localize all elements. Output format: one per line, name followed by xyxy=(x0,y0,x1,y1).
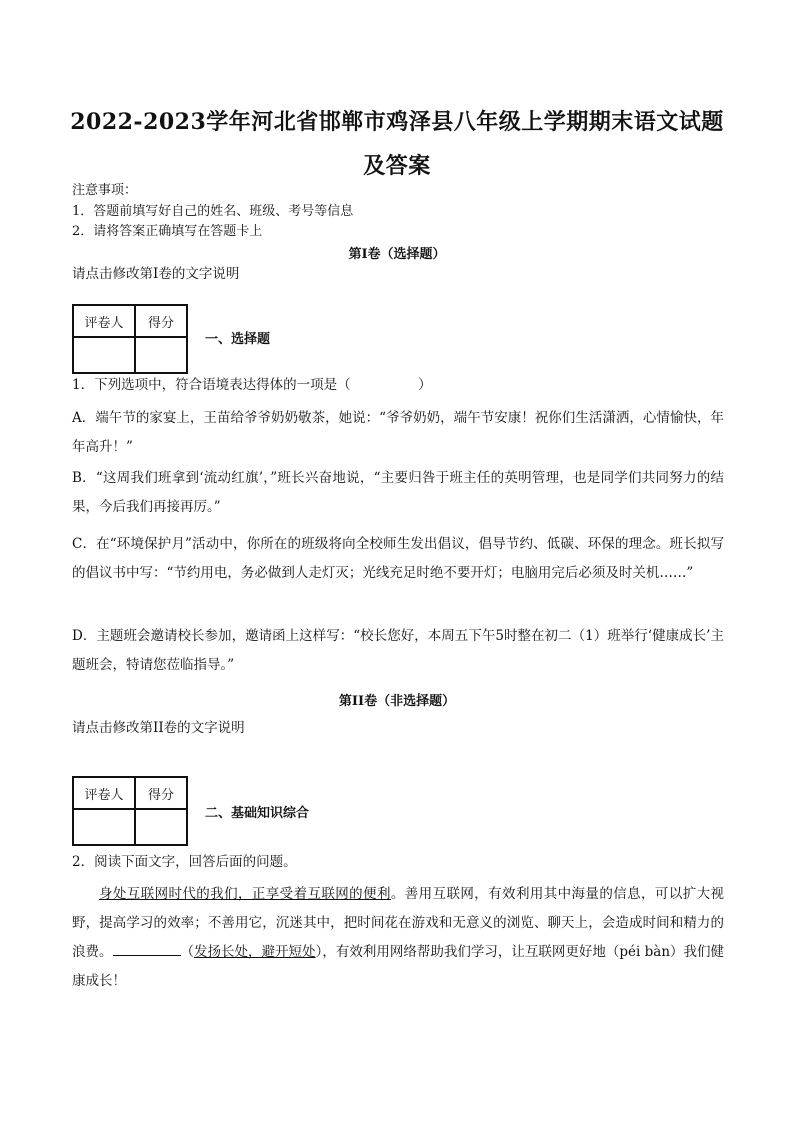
section-1-heading: 一、选择题 xyxy=(205,332,271,347)
question-1-option-b: B．“这周我们班拿到‘流动红旗’，”班长兴奋地说，“主要归咎于班主任的英明管理，也是同学们共同努力的结果，今后我们再接再厉。” xyxy=(72,470,724,515)
passage-text-2: ），有效利用网络帮助我们学习，让互联网更好地（péi bàn）我们健康成长！ xyxy=(72,944,725,989)
notice-header: 注意事项： xyxy=(72,183,138,198)
score-cell xyxy=(135,809,187,845)
score-cell xyxy=(135,337,187,373)
question-1-option-a: A．端午节的家宴上，王苗给爷爷奶奶敬茶，她说：“爷爷奶奶，端午节安康！祝你们生活潇洒，心情愉快，年年高升！” xyxy=(72,410,724,455)
document-title: 2022-2023学年河北省邯郸市鸡泽县八年级上学期期末语文试题及答案 xyxy=(70,109,724,179)
underlined-phrase-1: 身处互联网时代的我们，正享受着互联网的便利 xyxy=(99,886,391,902)
score-table-1 xyxy=(72,304,188,374)
grader-header: 评卷人 xyxy=(73,777,135,809)
score-table-2 xyxy=(72,776,188,846)
notice-item-2: 2．请将答案正确填写在答题卡上 xyxy=(72,224,263,239)
question-2-stem: 2．阅读下面文字，回答后面的问题。 xyxy=(72,854,297,870)
passage-paren-open: （ xyxy=(180,944,195,960)
grader-header: 评卷人 xyxy=(73,305,135,337)
notice-item-1: 1．答题前填写好自己的姓名、班级、考号等信息 xyxy=(72,204,354,219)
part2-title: 第II卷（非选择题） xyxy=(338,694,456,709)
passage-text-1: 。善用互联网，有效利用其中海量的信息，可以扩大视野，提高学习的效率；不善用它，沉迷其中，把时间花在游戏和无意义的浏览、聊天上，会造成时间和精力的浪费。 xyxy=(72,886,725,960)
score-header: 得分 xyxy=(135,305,187,337)
part1-title: 第I卷（选择题） xyxy=(348,247,446,262)
grader-cell xyxy=(73,337,135,373)
underlined-phrase-2: 发扬长处，避开短处 xyxy=(194,944,316,960)
question-1-option-d: D．主题班会邀请校长参加，邀请函上这样写：“校长您好，本周五下午5时整在初二（1）班举行‘健康成长’主题班会，特请您莅临指导。” xyxy=(72,628,724,673)
part2-description: 请点击修改第II卷的文字说明 xyxy=(72,720,245,736)
score-header: 得分 xyxy=(135,777,187,809)
part1-description: 请点击修改第I卷的文字说明 xyxy=(72,266,240,282)
question-1-stem: 1．下列选项中，符合语境表达得体的一项是（ ） xyxy=(72,377,432,393)
question-1-option-c: C．在“环境保护月”活动中，你所在的班级将向全校师生发出倡议，倡导节约、低碳、环保的理念。班长拟写的倡议书中写：“节约用电，务必做到人走灯灭；光线充足时绝不要开灯；电脑用完后必须及时关机……” xyxy=(72,536,724,581)
section-2-heading: 二、基础知识综合 xyxy=(205,806,310,821)
grader-cell xyxy=(73,809,135,845)
question-2-passage xyxy=(72,880,724,996)
answer-blank xyxy=(113,941,181,956)
